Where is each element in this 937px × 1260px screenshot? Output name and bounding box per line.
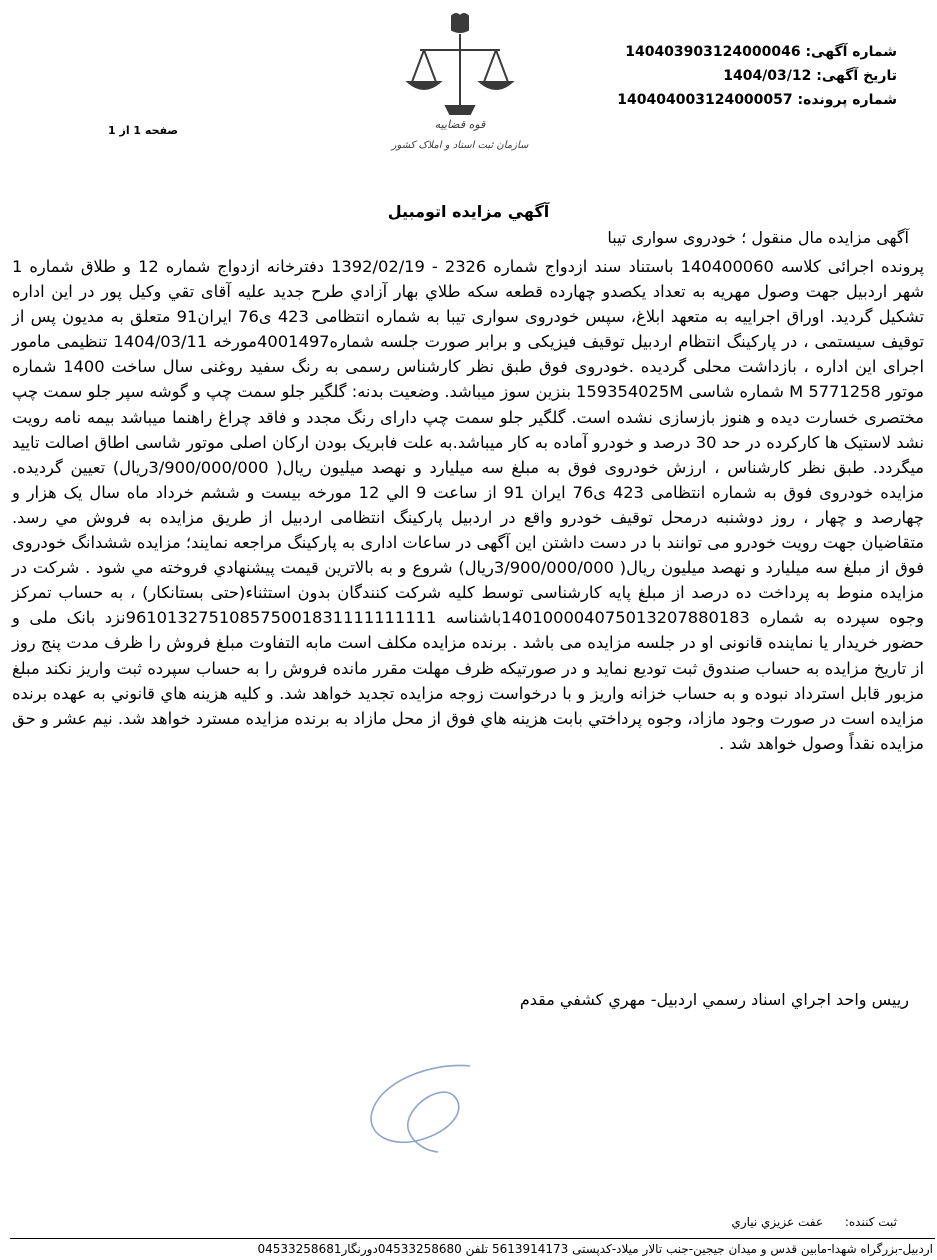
notice-date: 1404/03/12 xyxy=(723,68,812,84)
notice-date-row xyxy=(567,64,897,88)
judiciary-scales-emblem-icon xyxy=(380,10,555,160)
notice-number-row xyxy=(567,40,897,64)
registrar-line xyxy=(731,1215,897,1229)
notice-number: 140403903124000046 xyxy=(625,44,801,60)
document-subtitle: آگهی مزایده مال منقول ؛ خودروی سواری تیبا xyxy=(607,228,909,247)
emblem-caption-2: سازمان ثبت اسناد و املاک کشور xyxy=(391,140,529,151)
case-number-row xyxy=(567,88,897,112)
handwritten-signature-icon xyxy=(350,1052,490,1162)
case-number: 140404003124000057 xyxy=(617,92,793,108)
signer-line: رييس واحد اجراي اسناد رسمي اردبيل- مهري کشفي مقدم xyxy=(519,990,909,1009)
registrar-label: ثبت کننده: xyxy=(844,1215,897,1229)
emblem-caption-1: قوه قضاییه xyxy=(434,118,486,131)
notice-header xyxy=(567,40,897,112)
registrar-name: عفت عزيزي نياري xyxy=(731,1215,824,1229)
notice-body: پرونده اجرائی کلاسه 140400060 باستناد سند ازدواج شماره 2326 - 1392/02/19 دفترخانه ازدواج شماره 12 و طلاق شماره 1 شهر اردبیل جهت وصول مهریه به تعداد یکصدو چهارده قطعه سکه طلاي بهار آزادي طرح جدید علیه آقای تقي وکیل پور در این اداره تشکیل گردید. اوراق اجراییه به متعهد ابلاغ، سپس خودروی سواری تیبا به شماره انتظامی 423 ی76 ایران91 متعلق به مدیون پس از توقیف سیستمی ، در پارکینگ انتظام اردبیل توقیف فیزیکی و برابر صورت جلسه شماره4001497مورخه 1404/03/11 تنظیمی مامور اجرای این اداره ، بازداشت محلی گردیده .خودروی فوق طبق نظر کارشناس رسمی به رنگ سفید روغنی سال ساخت 1400 شماره موتور 5771258 M شماره شاسی 159354025M بنزین سوز میباشد. وضعیت بدنه: گلگیر جلو سمت چپ و گوشه سپر جلو سمت چپ مختصری خسارت دیده و هنوز بازسازی نشده است. گلگیر جلو سمت چپ دارای رنگ مجدد و فاقد چراغ راهنما میباشد بیمه نامه رویت نشد لاستیک ها کارکرده در حد 30 درصد و خودرو آماده به کار میباشد.به علت فابریک بودن ارکان اصلی موتور شاسی اطاق اصالت تایید میگردد. طبق نظر کارشناس ، ارزش خودروی فوق به مبلغ سه میلیارد و نهصد میلیون ریال( 3/900/000/000ریال) تعیین گردیده. مزایده خودروی فوق به شماره انتظامی 423 ی76 ایران 91 از ساعت 9 الي 12 مورخه بیست و ششم خرداد ماه سال یک هزار و چهارصد و چهار ، روز دوشنبه درمحل توقیف خودرو واقع در اردبیل پارکینگ انتظامی اردبیل از طریق مزایده به فروش مي رسد. متقاضیان جهت رویت خودرو می توانند با در دست داشتن این آگهی در ساعات اداری به پارکینگ مراجعه نمایند؛ مزایده ششدانگ خودروی فوق از مبلغ سه میلیارد و نهصد میلیون ریال( 3/900/000/000ریال) شروع و به بالاترین قیمت پیشنهادي فروخته مي شود . شرکت در مزایده منوط به پرداخت ده درصد از مبلغ پایه کارشناسی توسط کلیه شرکت کنندگان بدون استثناء(حتی بستانکار) ، به حساب تمرکز وجوه سپرده به شماره 140100004075013207880183باشناسه 961013275108575001831111111111نزد بانک ملی و حضور خریدار یا نماینده قانونی او در جلسه مزایده می باشد . برنده مزایده مکلف است مابه التفاوت مبلغ فروش را ظرف مدت پنج روز از تاریخ مزایده به حساب صندوق ثبت تودیع نماید و در صورتیکه ظرف مهلت مقرر مانده فروش را به حساب سپرده ثبت واریز نکند مبلغ مزبور قابل استرداد نبوده و به حساب خزانه واریز و با درخواست زوجه مزایده تجدید خواهد شد. و کلیه هزینه هاي قانوني به عهده برنده مزایده است در صورت وجود مازاد، وجوه پرداختي بابت هزینه هاي فوق از محل مازاد به برنده مزایده مسترد خواهد شد. نیم عشر و حق مزایده نقداً وصول خواهد شد . xyxy=(12,257,925,753)
footer-divider xyxy=(10,1238,935,1239)
page-number: صفحه 1 از 1 xyxy=(108,124,179,137)
case-number-label: شماره پرونده: xyxy=(797,92,897,108)
notice-date-label: تاریخ آگهی: xyxy=(816,68,897,84)
footer-address: اردبیل-بزرگراه شهدا-مابین قدس و میدان جیجین-جنب تالار میلاد-کدپستی 5613914173 تلفن 04533258680دورنگار04533258681 xyxy=(257,1242,933,1256)
notice-number-label: شماره آگهی: xyxy=(805,44,897,60)
document-title: آگهي مزايده اتومبيل xyxy=(387,202,550,221)
